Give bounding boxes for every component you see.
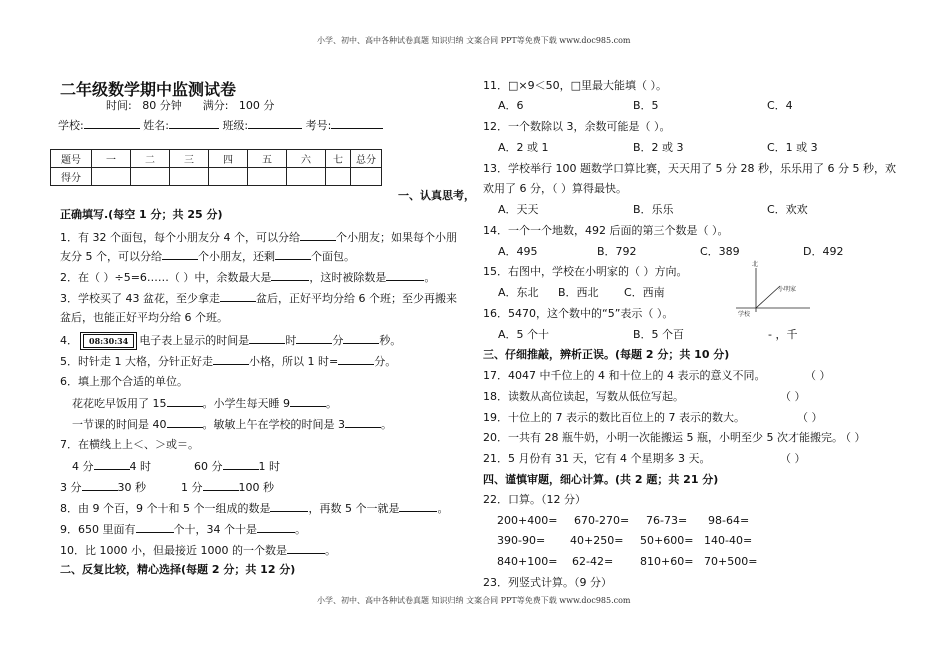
school-field[interactable] [84, 118, 140, 129]
question-7-line-1: 4 分 4 时 60 分 1 时 [72, 460, 280, 473]
score-table-header: 三 [170, 150, 209, 168]
answer-blank[interactable] [162, 249, 198, 260]
option[interactable]: C．1 或 3 [767, 141, 818, 154]
footer-note: 小学、初中、高中各种试卷真题 知识归纳 文案合同 PPT等免费下载 www.doc985.com [317, 596, 631, 605]
option[interactable]: B．西北 [558, 286, 599, 299]
score-table-header: 二 [131, 150, 170, 168]
north-label: 北 [752, 261, 759, 268]
question-14: 14．一个一个地数，492 后面的第三个数是（ ）。 [483, 224, 729, 237]
answer-paren[interactable]: （ ） [797, 411, 823, 424]
question-8: 8．由 9 个百，9 个十和 5 个一组成的数是 ，再数 5 个一就是 。 [60, 502, 449, 515]
option[interactable]: C．4 [767, 99, 793, 112]
calc-item: 810+60= [640, 555, 694, 568]
school-label: 学校 [738, 311, 751, 318]
section3-title: 三、仔细推敲，辨析正误。(每题 2 分；共 10 分) [483, 348, 730, 361]
option[interactable]: A．天天 [498, 203, 539, 216]
question-19: 19．十位上的 7 表示的数比百位上的 7 表示的数大。 [483, 411, 745, 424]
answer-paren[interactable]: （ ） [780, 452, 806, 465]
question-22: 22．口算。（12 分） [483, 493, 586, 506]
option[interactable]: B．792 [597, 245, 637, 258]
score-cell[interactable] [209, 168, 248, 186]
answer-blank[interactable] [220, 291, 256, 302]
option[interactable]: D．492 [803, 245, 844, 258]
question-5: 5．时针走 1 大格，分针正好走 小格，所以 1 时= 分。 [60, 355, 397, 368]
direction-diagram [728, 258, 818, 328]
question-6-line-2: 一节课的时间是 40 。敏敏上午在学校的时间是 3 。 [72, 418, 392, 431]
option[interactable]: C．欢欢 [767, 203, 808, 216]
page-title: 二年级数学期中监测试卷 [60, 80, 237, 99]
answer-paren[interactable]: （ ） [780, 390, 806, 403]
question-1-line-1: 1．有 32 个面包，每个小朋友分 4 个，可以分给 个小朋友；如果每个小朋 [60, 231, 457, 244]
option-cut-off: - ，千 [768, 328, 798, 341]
question-6: 6．填上那个合适的单位。 [60, 375, 188, 388]
score-table-header: 一 [92, 150, 131, 168]
section2-title: 二、反复比较，精心选择(每题 2 分；共 12 分) [60, 563, 296, 576]
question-23: 23．列竖式计算。（9 分） [483, 576, 612, 589]
section4-title: 四、谨慎审题，细心计算。(共 2 题；共 21 分) [483, 473, 719, 486]
answer-blank[interactable] [338, 354, 374, 365]
answer-blank[interactable] [213, 354, 249, 365]
question-15: 15．右图中，学校在小明家的（ ）方向。 [483, 265, 688, 278]
score-cell[interactable] [326, 168, 351, 186]
calc-item: 670-270= [574, 514, 630, 527]
score-table-header: 题号 [51, 150, 92, 168]
answer-paren[interactable]: （ ） [840, 431, 866, 444]
option[interactable]: A．5 个十 [498, 328, 550, 341]
question-6-line-1: 花花吃早饭用了 15 。小学生每天睡 9 。 [72, 397, 337, 410]
answer-blank[interactable] [386, 270, 424, 281]
question-9: 9．650 里面有 个十，34 个十是 。 [60, 523, 306, 536]
question-2: 2．在（ ）÷5=6……（ ）中，余数最大是 ，这时被除数是 。 [60, 271, 436, 284]
answer-blank[interactable] [300, 230, 336, 241]
question-11: 11．□×9＜50，□里最大能填（ ）。 [483, 79, 667, 92]
answer-blank[interactable] [270, 501, 308, 512]
question-13-line-1: 13．学校举行 100 题数学口算比赛，天天用了 5 分 28 秒，乐乐用了 6 分 5 秒，欢 [483, 162, 896, 175]
option[interactable]: A．2 或 1 [498, 141, 549, 154]
question-16: 16．5470，这个数中的“5”表示（ ）。 [483, 307, 674, 320]
calc-item: 76-73= [646, 514, 688, 527]
calc-item: 200+400= [497, 514, 558, 527]
question-17: 17．4047 中千位上的 4 和十位上的 4 表示的意义不同。 [483, 369, 766, 382]
calc-item: 840+100= [497, 555, 558, 568]
score-cell[interactable] [248, 168, 287, 186]
answer-blank[interactable] [167, 417, 203, 428]
digital-clock-image: 08:30:34 [80, 332, 137, 350]
answer-blank[interactable] [203, 480, 239, 491]
calc-item: 50+600= [640, 534, 694, 547]
question-10: 10．比 1000 小，但最接近 1000 的一个数是 。 [60, 544, 336, 557]
calc-item: 98-64= [708, 514, 750, 527]
answer-blank[interactable] [343, 333, 379, 344]
score-cell[interactable] [131, 168, 170, 186]
answer-blank[interactable] [167, 396, 203, 407]
question-21: 21．5 月份有 31 天，它有 4 个星期多 3 天。 [483, 452, 711, 465]
answer-blank[interactable] [290, 396, 326, 407]
answer-blank[interactable] [287, 543, 325, 554]
answer-blank[interactable] [136, 522, 174, 533]
option[interactable]: B．2 或 3 [633, 141, 684, 154]
name-field[interactable] [169, 118, 219, 129]
score-table-header: 五 [248, 150, 287, 168]
question-3-line-1: 3．学校买了 43 盆花，至少拿走 盆后，正好平均分给 6 个班；至少再搬来 [60, 292, 457, 305]
score-table-header: 总分 [351, 150, 382, 168]
answer-blank[interactable] [257, 522, 295, 533]
option[interactable]: C．389 [700, 245, 740, 258]
exam-time-line: 时间: 80 分钟 满分: 100 分 [106, 99, 275, 112]
answer-blank[interactable] [345, 417, 381, 428]
answer-blank[interactable] [94, 459, 130, 470]
option[interactable]: A．东北 [498, 286, 539, 299]
answer-paren[interactable]: （ ） [805, 369, 831, 382]
option[interactable]: A．6 [498, 99, 524, 112]
header-note: 小学、初中、高中各种试卷真题 知识归纳 文案合同 PPT等免费下载 www.doc985.com [317, 36, 631, 45]
section1-title-a: 一、认真思考， [398, 189, 475, 202]
calc-item: 40+250= [570, 534, 624, 547]
option[interactable]: B．乐乐 [633, 203, 674, 216]
question-7-line-2: 3 分 30 秒 1 分 100 秒 [60, 481, 274, 494]
score-cell[interactable] [92, 168, 131, 186]
option[interactable]: B．5 [633, 99, 659, 112]
option[interactable]: A．495 [498, 245, 538, 258]
option[interactable]: B．5 个百 [633, 328, 685, 341]
answer-blank[interactable] [296, 333, 332, 344]
question-20: 20．一共有 28 瓶牛奶，小明一次能搬运 5 瓶，小明至少 5 次才能搬完。 [483, 431, 843, 444]
score-table-header: 六 [287, 150, 326, 168]
score-table-header: 七 [326, 150, 351, 168]
question-3-line-2: 盆后，也能正好平均分给 6 个班。 [60, 311, 228, 324]
score-table-header: 四 [209, 150, 248, 168]
answer-blank[interactable] [223, 459, 259, 470]
answer-blank[interactable] [82, 480, 118, 491]
question-7: 7．在横线上上＜、＞或＝。 [60, 438, 199, 451]
score-cell[interactable] [287, 168, 326, 186]
direction-line [756, 286, 780, 308]
question-13-line-2: 欢用了 6 分，（ ）算得最快。 [483, 182, 627, 195]
answer-blank[interactable] [399, 501, 437, 512]
question-18: 18．读数从高位读起，写数从低位写起。 [483, 390, 684, 403]
question-4: 4． 08:30:34 电子表上显示的时间是 时 分 秒。 [60, 332, 401, 350]
answer-blank[interactable] [271, 270, 309, 281]
calc-item: 70+500= [704, 555, 758, 568]
answer-blank[interactable] [249, 333, 285, 344]
option[interactable]: C．西南 [624, 286, 665, 299]
score-table-row-label: 得分 [51, 168, 92, 186]
calc-item: 140-40= [704, 534, 753, 547]
number-field[interactable] [331, 118, 383, 129]
score-table [50, 149, 382, 186]
calc-item: 62-42= [572, 555, 614, 568]
calc-item: 390-90= [497, 534, 546, 547]
question-12: 12．一个数除以 3，余数可能是（ ）。 [483, 120, 671, 133]
student-info-line: 学校: 姓名: 班级: 考号: [58, 118, 383, 133]
score-cell[interactable] [170, 168, 209, 186]
section1-title-b: 正确填写.(每空 1 分；共 25 分) [60, 208, 223, 221]
home-label: 小明家 [778, 286, 797, 293]
answer-blank[interactable] [275, 249, 311, 260]
score-cell[interactable] [351, 168, 382, 186]
class-field[interactable] [248, 118, 302, 129]
question-1-line-2: 友分 5 个，可以分给 个小朋友，还剩 个面包。 [60, 250, 355, 263]
